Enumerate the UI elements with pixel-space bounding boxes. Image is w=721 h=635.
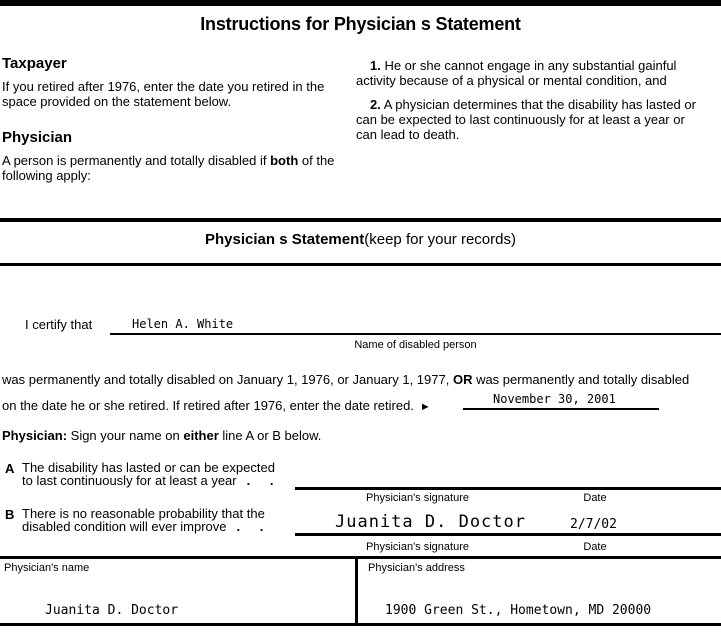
physician-text-bold: both (270, 153, 299, 168)
page-title: Instructions for Physician s Statement (200, 14, 521, 34)
line-b-signature-value: Juanita D. Doctor (335, 512, 526, 532)
physician-address-label: Physician's address (368, 562, 465, 574)
line-a-signature-field[interactable] (295, 468, 721, 490)
line-a-dot-leader: . . (246, 473, 282, 488)
sign-instr-physician-bold: Physician: (2, 428, 68, 443)
date-retired-value: November 30, 2001 (493, 392, 616, 406)
disabled-person-name-field[interactable] (110, 312, 721, 335)
sign-instr-text1: Sign your name on (67, 428, 184, 443)
line-b-dot-leader: . . (236, 519, 272, 534)
para-post: was permanently and totally disabled (472, 372, 690, 387)
statement-heading-bold: Physician s Statement (205, 231, 365, 248)
taxpayer-heading: Taxpayer (2, 55, 67, 72)
physician-heading: Physician (2, 129, 73, 146)
condition-1-number: 1. (370, 58, 381, 73)
line-a-text (22, 461, 304, 487)
disabled-person-name-value: Helen A. White (132, 317, 234, 331)
condition-item-1 (356, 58, 708, 88)
sign-instruction (2, 428, 321, 443)
condition-item-2 (356, 97, 708, 142)
taxpayer-text: If you retired after 1976, enter the date you retired in the space provided on the statement below. (2, 79, 325, 109)
line-a-signature-caption: Physician's signature (366, 492, 469, 504)
top-rule (0, 0, 721, 6)
line-a-date-caption: Date (583, 492, 607, 504)
line-b-signature-caption: Physician's signature (366, 541, 469, 553)
instructions-left-column (2, 56, 352, 183)
statement-top-rule (0, 218, 721, 222)
condition-2-text: A physician determines that the disability has lasted or can be expected to last continuously for at least a year or can lead to death. (356, 97, 696, 142)
disabled-paragraph-line1 (2, 372, 721, 387)
certify-label: I certify that (25, 317, 93, 332)
statement-heading (0, 231, 721, 248)
para-or-bold: OR (452, 372, 473, 387)
line-b-text (22, 507, 304, 533)
line-a-text-line1: The disability has lasted or can be expected (22, 460, 275, 475)
line-b-text-line2: disabled condition will ever improve (22, 519, 227, 534)
physician-text-post: of the following apply: (2, 153, 335, 183)
footer-vertical-divider (355, 559, 358, 623)
physician-text (2, 153, 352, 183)
arrow-right-icon: ► (419, 401, 431, 413)
line-a-text-line2: to last continuously for at least a year (22, 473, 237, 488)
physician-address-field[interactable]: 1900 Green St., Hometown, MD 20000 (385, 603, 652, 618)
footer-top-rule (0, 556, 721, 559)
condition-2-number: 2. (370, 97, 381, 112)
condition-1-text: He or she cannot engage in any substantial gainful activity because of a physical or mental condition, and (356, 58, 677, 88)
physician-name-field[interactable]: Juanita D. Doctor (45, 603, 179, 618)
statement-heading-normal: (keep for your records) (364, 231, 516, 248)
statement-bottom-rule (0, 263, 721, 266)
instructions-right-column (356, 58, 708, 151)
sign-instr-text2: line A or B below. (218, 428, 322, 443)
sign-instr-either-bold: either (183, 428, 219, 443)
bottom-rule (0, 623, 721, 626)
line-b-text-line1: There is no reasonable probability that the (22, 506, 265, 521)
line-a-letter: A (5, 461, 15, 476)
para-line2-text: on the date he or she retired. If retired after 1976, enter the date retired. (2, 398, 414, 413)
line-b-date-caption: Date (583, 541, 607, 553)
line-b-signature-field[interactable] (295, 514, 721, 536)
name-of-disabled-person-caption: Name of disabled person (354, 339, 477, 351)
physician-text-pre: A person is permanently and totally disabled if (2, 153, 271, 168)
para-pre: was permanently and totally disabled on January 1, 1976, or January 1, 1977, (2, 372, 453, 387)
line-b-date-value: 2/7/02 (570, 517, 617, 532)
physician-name-label: Physician's name (4, 562, 90, 574)
line-b-letter: B (5, 507, 15, 522)
date-retired-field[interactable] (463, 390, 659, 410)
disabled-paragraph-line2 (2, 398, 431, 413)
